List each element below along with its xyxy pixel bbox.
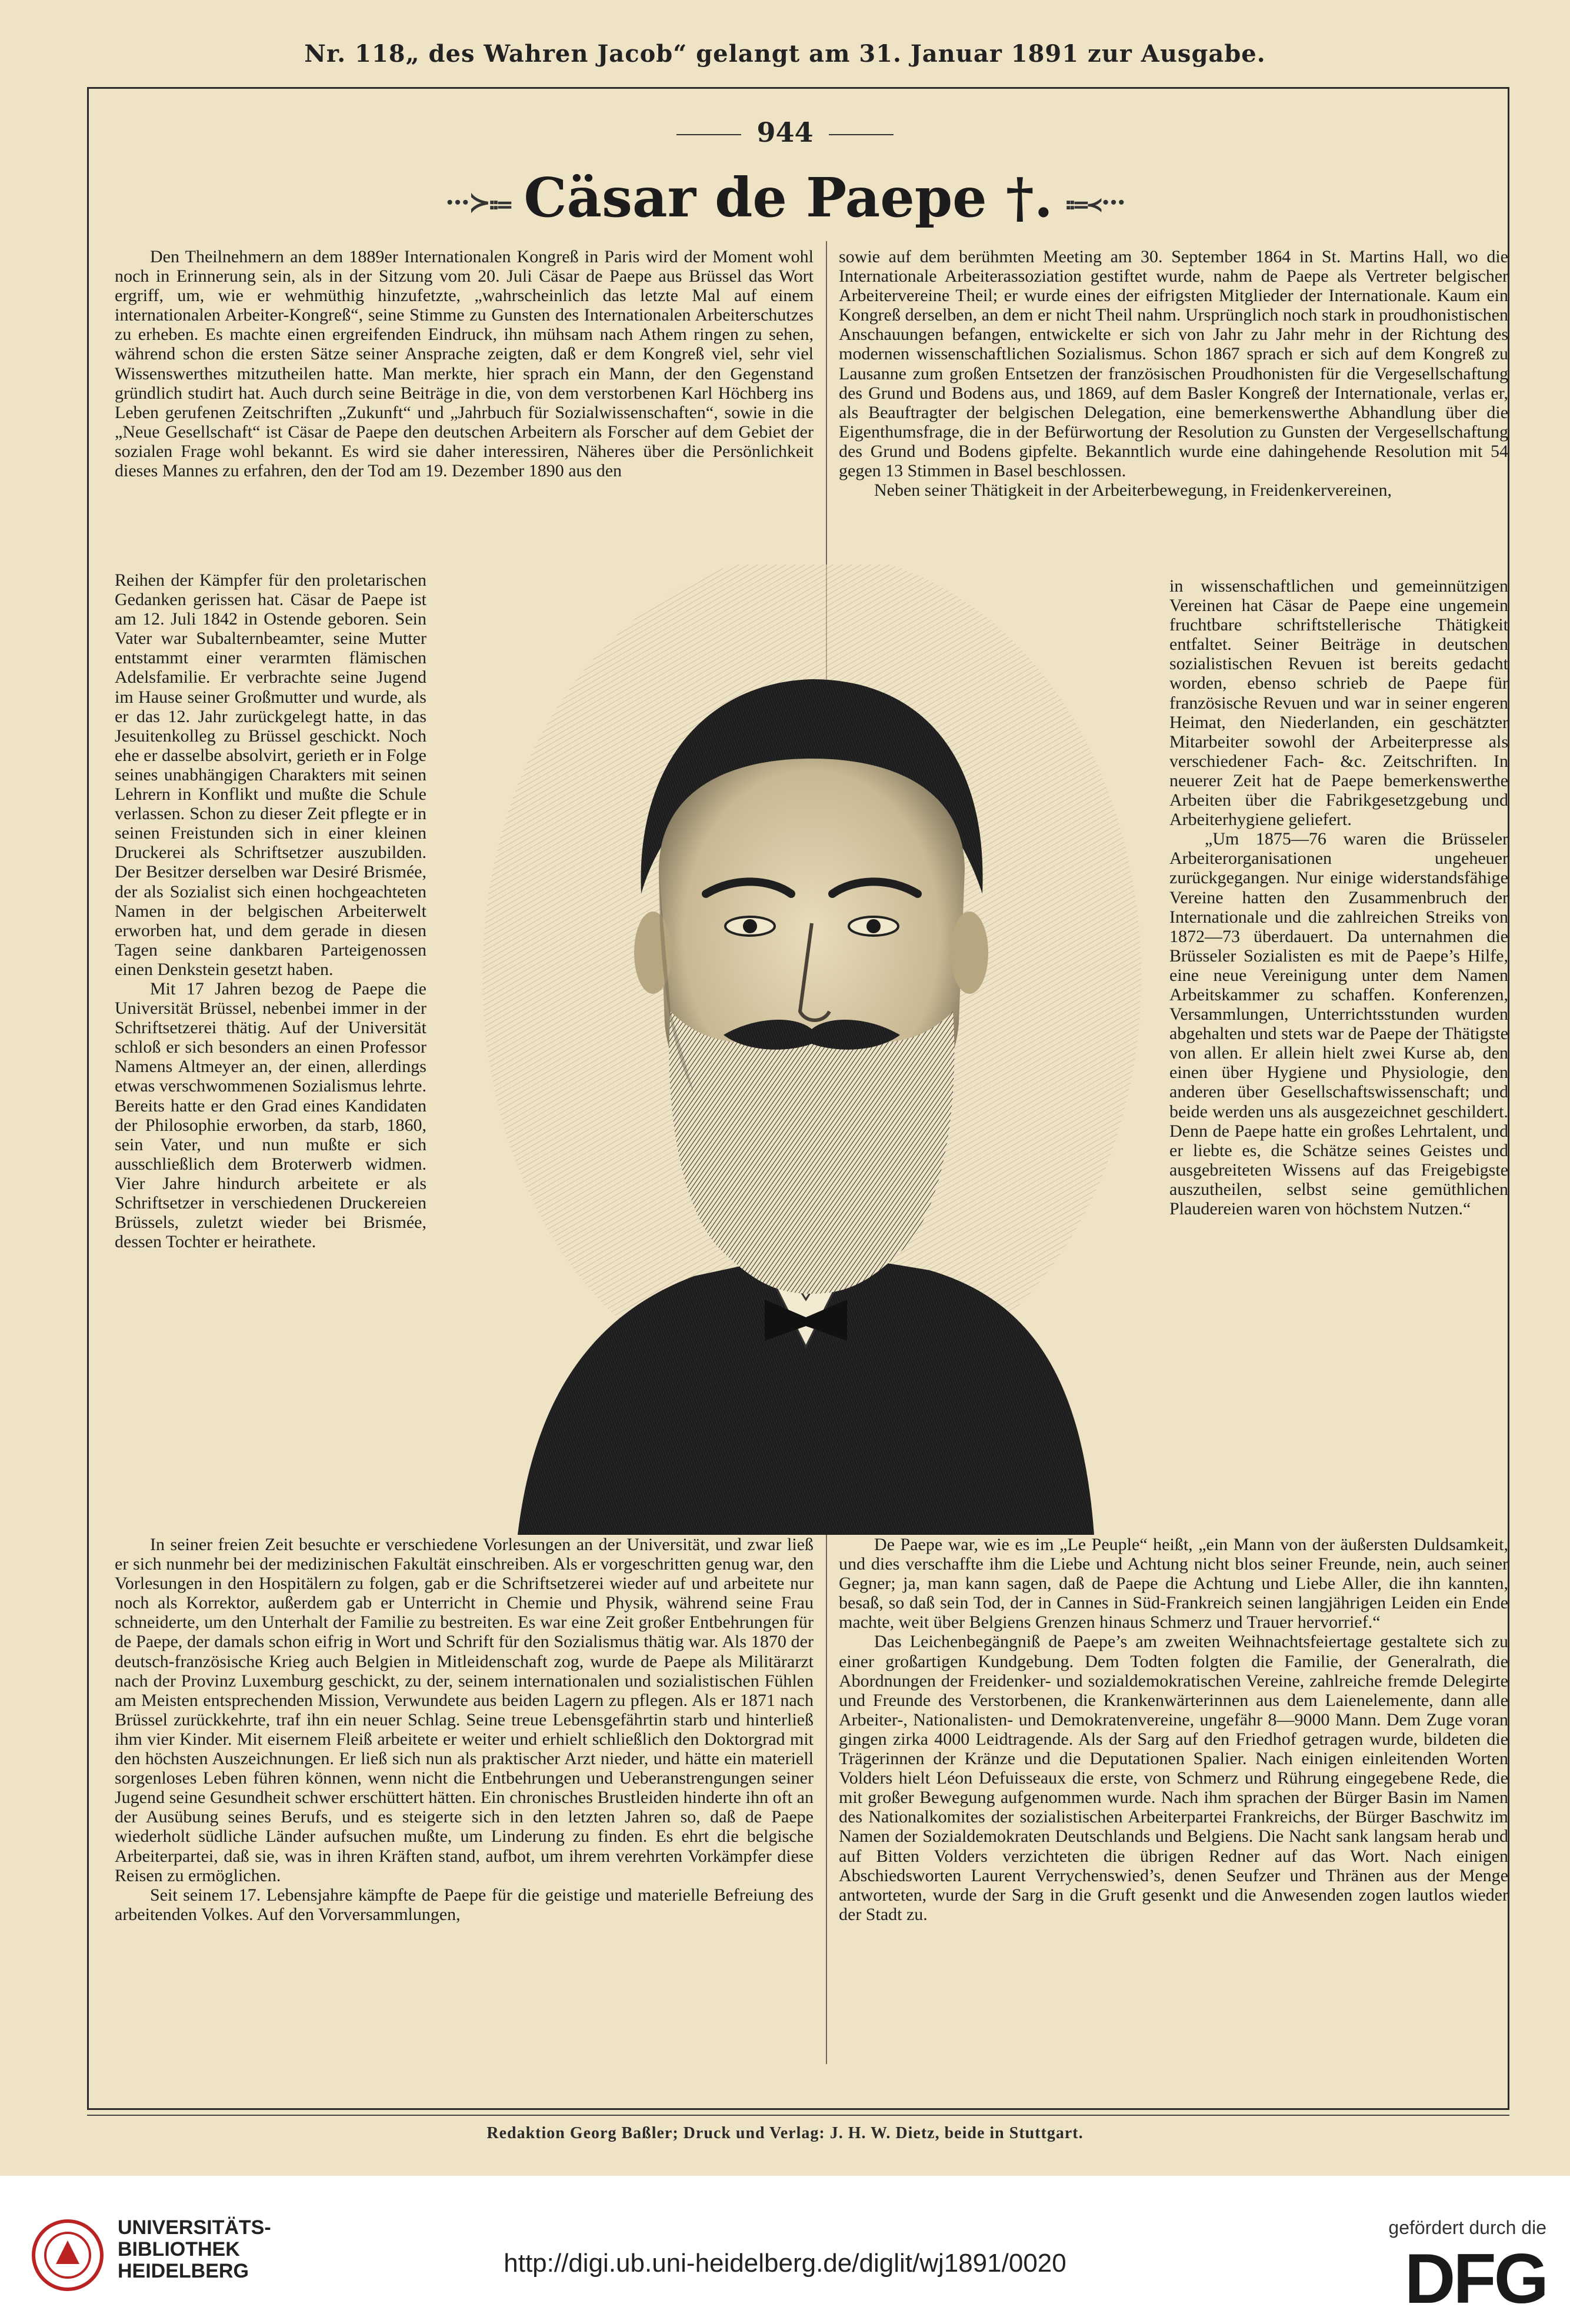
title-ornament-left: ···≻⩴: [445, 187, 511, 218]
paragraph: „Um 1875—76 waren die Brüsseler Arbeiterorganisationen ungeheuer zurückgegangen. Nur einige widerstandsfähige Vereine hatten den Zusammenbruch der Internationale und die zahlreichen Streiks von 1872—73 überdauert. Da unternahmen die Brüsseler Sozialisten es mit de Paepe’s Hilfe, eine neue Vereinigung unter dem Namen Arbeitskammer zu schaffen. Konferenzen, Versammlungen, Unterrichtsstunden wurden abgehalten und stets war de Paepe der Thätigste von allen. Er allein hielt zwei Kurse ab, den einen über Hygiene und Physiologie, den anderen über Gesellschaftswissenschaft; und beide werden uns als ausgezeichnet geschildert. Denn de Paepe hatte ein großes Lehrtalent, und er liebte es, die Schätze seines Geistes und ausgebreiteten Wissens auf das Freigebigste auszutheilen, selbst seine gemüthlichen Plaudereien waren von höchstem Nutzen.“: [1169, 829, 1508, 1218]
institution-line: UNIVERSITÄTS-: [118, 2216, 271, 2239]
imprint: Redaktion Georg Baßler; Druck und Verlag: J. H. W. Dietz, beide in Stuttgart.: [486, 2124, 1084, 2142]
institution-line: BIBLIOTHEK: [118, 2238, 240, 2260]
funding-caption: gefördert durch die: [1388, 2217, 1546, 2238]
issue-line: Nr. 118„ des Wahren Jacob“ gelangt am 31. Januar 1891 zur Ausgabe.: [304, 40, 1266, 68]
paragraph: Seit seinem 17. Lebensjahre kämpfte de Paepe für die geistige und materielle Befreiung des arbeitenden Volkes. Auf den Vorversammlungen,: [115, 1885, 814, 1924]
page-number-text: 944: [756, 116, 814, 148]
institution-line: HEIDELBERG: [118, 2260, 249, 2282]
left-column-beside-portrait: [115, 570, 426, 1535]
left-column-bottom: [115, 1535, 814, 2064]
paragraph: Den Theilnehmern an dem 1889er Internationalen Kongreß in Paris wird der Moment wohl noch in Erinnerung sein, als in der Sitzung vom 20. Juli Cäsar de Paepe aus Brüssel das Wort ergriff, um, wie er wehmüthig hinzufetzte, „wahrscheinlich das letzte Mal auf einem internationalen Arbeiter-Kongreß“, seine Stimme zu Gunsten des Internationalen Arbeiterschutzes zu erheben. Es machte einen ergreifenden Eindruck, ihn mühsam nach Athem ringen zu sehen, während schon die ersten Sätze seiner Ansprache zeigten, daß er dem Kongreß viel, sehr viel Wissenswerthes mitzutheilen hatte. Man merkte, hier sprach ein Mann, der den Gegenstand gründlich studirt hat. Auch durch seine Beiträge in die, von dem verstorbenen Karl Höchberg ins Leben gerufenen Zeitschriften „Zukunft“ und „Jahrbuch für Sozialwissenschaften“, sowie in die „Neue Gesellschaft“ ist Cäsar de Paepe den deutschen Arbeitern als Forscher auf dem Gebiet der sozialen Frage wohl bekannt. Es wird sie daher interessiren, Näheres über die Persönlichkeit dieses Mannes zu erfahren, den der Tod am 19. Dezember 1890 aus den: [115, 247, 814, 481]
title-ornament-right: ⩴≺···: [1065, 187, 1125, 218]
paragraph: Mit 17 Jahren bezog de Paepe die Universität Brüssel, nebenbei immer in der Schriftsetzerei thätig. Auf der Universität schloß er sich besonders an einen Professor Namens Altmeyer an, der einen, allerdings etwas verschwommenen Sozialismus lehrte. Bereits hatte er den Grad eines Kandidaten der Philosophie erworben, da starb, 1860, sein Vater, und nun mußte er sich ausschließlich dem Broterwerb widmen. Vier Jahre hindurch arbeitete er als Schriftsetzer in verschiedenen Druckereien Brüssels, zuletzt wieder bei Brismée, dessen Tochter er heirathete.: [115, 979, 426, 1252]
page-number-rule-right: [829, 134, 894, 135]
source-url-link[interactable]: http://digi.ub.uni-heidelberg.de/diglit/wj1891/0020: [504, 2249, 1066, 2278]
paragraph: Reihen der Kämpfer für den proletarischen Gedanken gerissen hat. Cäsar de Paepe ist am 12. Juli 1842 in Ostende geboren. Sein Vater war Subalternbeamter, seine Mutter entstammt einer verarmten flämischen Adelsfamilie. Er verbrachte seine Jugend im Hause seiner Großmutter und wurde, als er das 12. Jahr zurückgelegt hatte, in das Jesuitenkolleg zu Brüssel geschickt. Noch ehe er dasselbe absolvirt, gerieth er in Folge seines unabhängigen Charakters mit seinen Lehrern in Konflikt und mußte die Schule verlassen. Schon zu dieser Zeit pflegte er in seinen Freistunden sich in einer kleinen Druckerei als Schriftsetzer auszubilden. Der Besitzer derselben war Desiré Brismée, der als Sozialist sich einen hochgeachteten Namen in der belgischen Arbeiterwelt erworben hat, und dem gerade in diesen Tagen seine dankbaren Parteigenossen einen Denkstein gesetzt haben.: [115, 570, 426, 979]
paragraph: sowie auf dem berühmten Meeting am 30. September 1864 in St. Martins Hall, wo die Internationale Arbeiterassoziation gestiftet wurde, nahm de Paepe als Vertreter belgischer Arbeitervereine Theil; er wurde eines der eifrigsten Mitglieder der Internationale. Kaum ein Kongreß derselben, an dem er nicht Theil nahm. Ursprünglich noch stark in proudhonistischen Anschauungen befangen, entwickelte er sich von Jahr zu Jahr mehr in der Richtung des modernen wissenschaftlichen Sozialismus. Schon 1867 sprach er sich auf dem Kongreß zu Lausanne zum großen Entsetzen der französischen Proudhonisten für die Vergesellschaftung des Grund und Bodens aus, und 1869, auf dem Basler Kongreß der Internationale, verlas er, als Beauftragter der belgischen Delegation, eine bemerkenswerthe Abhandlung über die Eigenthumsfrage, die in der Befürwortung der Resolution zu Gunsten der Vergesellschaftung des Grund und Bodens gipfelte. Bekanntlich wurde eine dahingehende Resolution mit 54 gegen 13 Stimmen in Basel beschlossen.: [839, 247, 1508, 481]
dfg-logo: DFG: [1404, 2239, 1546, 2318]
page-number: [0, 116, 1570, 148]
paragraph: In seiner freien Zeit besuchte er verschiedene Vorlesungen an der Universität, und zwar ließ er sich nunmehr bei der medizinischen Fakultät einschreiben. Als er vorgeschritten genug war, den Vorlesungen in den Hospitälern zu folgen, gab er die Schriftsetzerei wieder auf und arbeitete nur noch als Korrektor, außerdem gab er Unterricht in Chemie und Physik, während seine Frau schneiderte, um den Unterhalt der Familie zu bestreiten. Es war eine Zeit großer Entbehrungen für de Paepe, der damals schon eifrig in Wort und Schrift für den Sozialismus thätig war. Als 1870 der deutsch-französische Krieg auch Belgien in Mitleidenschaft zog, wurde de Paepe als Militärarzt nach der Provinz Luxemburg geschickt, zu der, seinem internationalen und sozialistischen Fühlen am Meisten entsprechenden Mission, Verwundete aus beiden Lagern zu pflegen. Als er 1871 nach Brüssel zurückkehrte, traf ihn ein neuer Schlag. Seine treue Lebensgefährtin starb und hinterließ ihm vier Kinder. Mit eisernem Fleiß arbeitete er weiter und erhielt schließlich den Doktorgrad mit den höchsten Auszeichnungen. Er ließ sich nun als praktischer Arzt nieder, und hätte ein materiell sorgenloses Leben führen können, wenn nicht die Entbehrungen und Ueberanstrengungen seiner Jugend seine Gesundheit schwer erschüttert hätten. Ein chronisches Brustleiden hinderte ihn oft an der Ausübung seines Berufs, und es steigerte sich in den letzten Jahren so, daß de Paepe wiederholt südliche Länder aufsuchen mußte, um Linderung zu finden. Es ehrt die belgische Arbeiterpartei, daß sie, was in ihren Kräften stand, aufbot, um ihrem verehrten Vorkämpfer diese Reisen zu ermöglichen.: [115, 1535, 814, 1885]
right-column-bottom: [839, 1535, 1508, 2064]
article-title-text: Cäsar de Paepe †.: [524, 166, 1053, 229]
left-column-top: [115, 247, 814, 570]
right-column-beside-portrait: [1169, 576, 1508, 1535]
footer-rule: [87, 2115, 1509, 2116]
paragraph: Neben seiner Thätigkeit in der Arbeiterbewegung, in Freidenkervereinen,: [874, 480, 1392, 500]
right-column-top: [839, 247, 1508, 576]
article-title: [0, 166, 1570, 229]
paragraph: De Paepe war, wie es im „Le Peuple“ heißt, „ein Mann von der äußersten Duldsamkeit, und dies verschaffte ihm die Liebe und Achtung nicht blos seiner Freunde, nein, auch seiner Gegner; ja, man kann sagen, daß de Paepe die Achtung und Liebe Aller, die ihn kannten, besaß, so daß sein Tod, der in Cannes in Süd-Frankreich seinen langjährigen Leiden ein Ende machte, weit über Belgiens Grenzen hinaus Schmerz und Trauer hervorrief.“: [839, 1535, 1508, 1632]
page-number-rule-left: [676, 134, 741, 135]
paragraph: Das Leichenbegängniß de Paepe’s am zweiten Weihnachtsfeiertage gestaltete sich zu einer großartigen Kundgebung. Dem Todten folgten die Familie, der Generalrath, die Abordnungen der Freidenker- und sozialdemokratischen Vereine, zahlreiche fremde Delegirte und Freunde des Verstorbenen, die Krankenwärterinnen aus dem Laienelemente, dann alle Arbeiter-, Nationalisten- und Demokratenvereine, ungefähr 8—9000 Mann. Dem Zuge voran gingen zirka 4000 Leidtragende. Als der Sarg auf den Friedhof getragen wurde, bildeten die Trägerinnen der Kränze und die Deputationen Spalier. Nach einigen einleitenden Worten Volders hielt Léon Defuisseaux die erste, von Schmerz und Rührung eingegebene Rede, die mit großer Bewegung aufgenommen wurde. Nach ihm sprachen der Bürger Basin im Namen des Nationalkomites der sozialistischen Arbeiterpartei Frankreichs, der Bürger Baschwitz im Namen der Sozialdemokraten Deutschlands und Belgiens. Die Nacht sank langsam herab und auf Bitten Volders verzichteten die übrigen Redner auf das Wort. Nach einigen Abschiedsworten Laurent Verrychenswied’s, denen Seufzer und Thränen aus der Menge antworteten, wurde der Sarg in die Gruft gesenkt und die Anwesenden zogen lautlos wieder der Stadt zu.: [839, 1632, 1508, 1924]
portrait-engraving: [447, 565, 1159, 1535]
paragraph: in wissenschaftlichen und gemeinnützigen Vereinen hat Cäsar de Paepe eine ungemein fruchtbare schriftstellerische Thätigkeit entfaltet. Seiner Beiträge in deutschen sozialistischen Revuen ist bereits gedacht worden, ebenso schrieb de Paepe für französische Revuen und war in seiner engeren Heimat, den Niederlanden, ein geschätzter Mitarbeiter sowohl der Arbeiterpresse als verschiedener Fach- &c. Zeitschriften. In neuerer Zeit hat de Paepe bemerkenswerthe Arbeiten über die Fabrikgesetzgebung und Arbeiterhygiene geliefert.: [1169, 576, 1508, 830]
